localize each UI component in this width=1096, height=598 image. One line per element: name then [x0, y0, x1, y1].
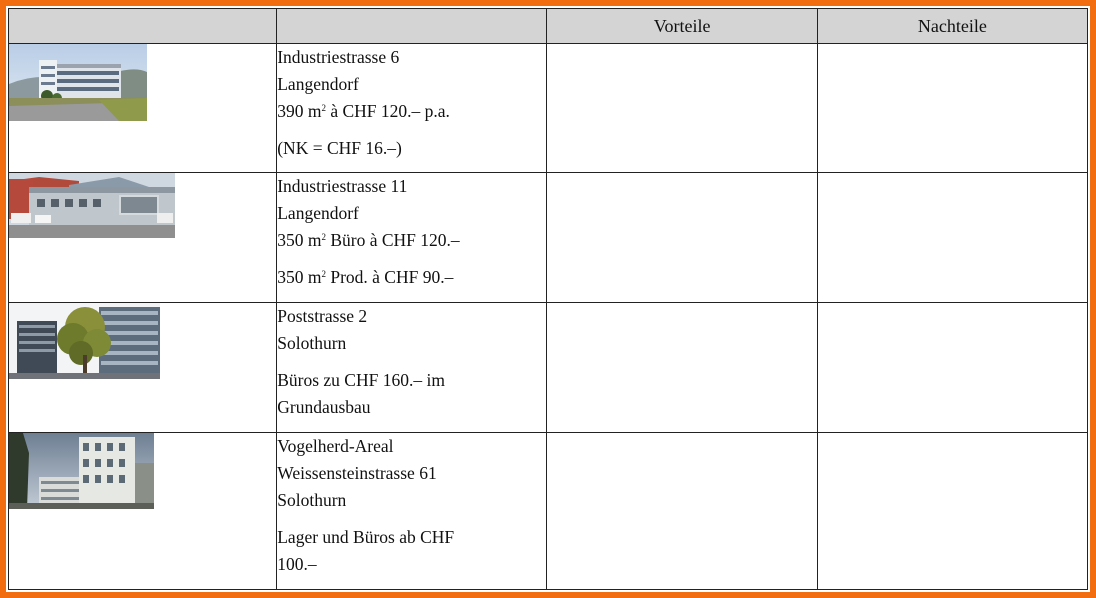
- header-location: [277, 9, 547, 44]
- nachteile-cell[interactable]: [817, 44, 1087, 173]
- factory-complex-photo: [9, 433, 154, 509]
- office-building-photo: [9, 44, 147, 121]
- table-row: [9, 44, 1088, 173]
- location-cell: [277, 44, 547, 173]
- nachteile-cell[interactable]: [817, 173, 1087, 303]
- photo-cell: [9, 303, 277, 433]
- office-tower-photo: [9, 303, 160, 379]
- address-street: Industriestrasse 11: [277, 176, 408, 196]
- header-vorteile: Vorteile: [547, 9, 817, 44]
- photo-cell: [9, 433, 277, 590]
- header-nachteile: Nachteile: [817, 9, 1087, 44]
- note-line-2: 100.–: [277, 554, 317, 574]
- table-row: [9, 433, 1088, 590]
- nachteile-cell[interactable]: [817, 303, 1087, 433]
- vorteile-cell[interactable]: [547, 173, 817, 303]
- note-line: (NK = CHF 16.–): [277, 138, 402, 158]
- header-image: [9, 9, 277, 44]
- price-line: 390 $m^2$ à CHF 120.– p.a.: [277, 101, 450, 121]
- address-town: Solothurn: [277, 333, 347, 353]
- table-row: [9, 173, 1088, 303]
- location-cell: [277, 173, 547, 303]
- address-town: Solothurn: [277, 490, 347, 510]
- address-name: Vogelherd-Areal: [277, 436, 394, 456]
- address-street: Poststrasse 2: [277, 306, 368, 326]
- address-town: Langendorf: [277, 203, 359, 223]
- location-cell: [277, 303, 547, 433]
- table-row: [9, 303, 1088, 433]
- photo-cell: [9, 44, 277, 173]
- vorteile-cell[interactable]: [547, 303, 817, 433]
- industrial-hall-photo: [9, 173, 175, 238]
- price-line-production: 350 $m^2$ Prod. à CHF 90.–: [277, 267, 454, 287]
- note-line-2: Grundausbau: [277, 397, 371, 417]
- address-street: Industriestrasse 6: [277, 47, 400, 67]
- document-page: [6, 6, 1090, 592]
- nachteile-cell[interactable]: [817, 433, 1087, 590]
- location-cell: [277, 433, 547, 590]
- vorteile-cell[interactable]: [547, 44, 817, 173]
- note-line: Lager und Büros ab CHF: [277, 527, 455, 547]
- vorteile-cell[interactable]: [547, 433, 817, 590]
- table-header-row: [9, 9, 1088, 44]
- price-line: 350 $m^2$ Büro à CHF 120.–: [277, 230, 460, 250]
- address-town: Langendorf: [277, 74, 359, 94]
- photo-cell: [9, 173, 277, 303]
- note-line: Büros zu CHF 160.– im: [277, 370, 445, 390]
- address-street: Weissensteinstrasse 61: [277, 463, 437, 483]
- property-comparison-table: [8, 8, 1088, 590]
